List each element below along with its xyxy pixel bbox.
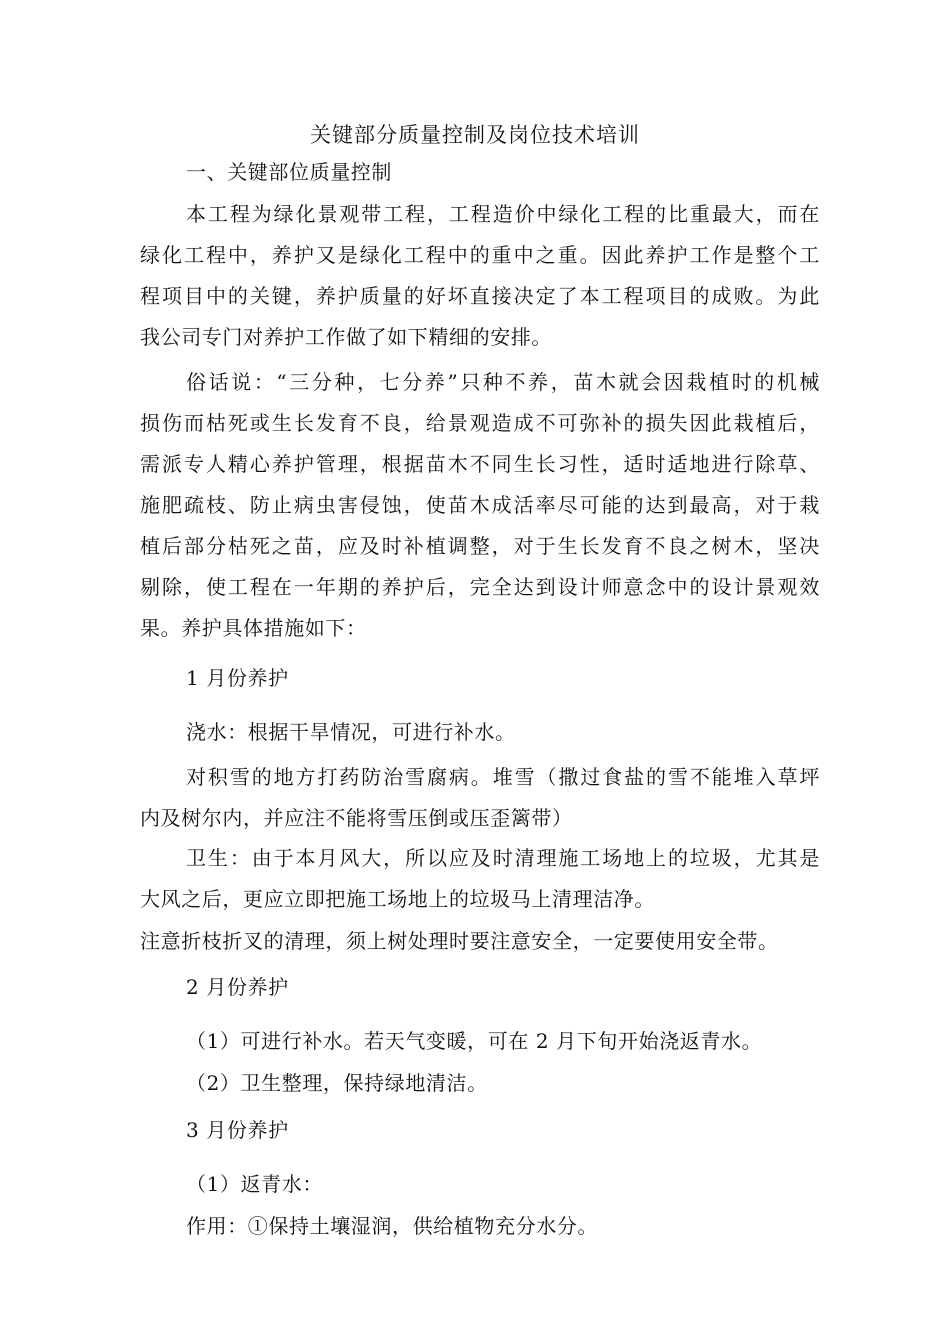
month-heading-mar: 3 月份养护 xyxy=(186,1118,289,1142)
paragraph-line: 需派专人精心养护管理，根据苗木不同生长习性，适时适地进行除草、 xyxy=(140,452,820,476)
paragraph-line: 果。养护具体措施如下： xyxy=(140,616,367,640)
paragraph-line: 内及树尔内，并应注不能将雪压倒或压歪篱带） xyxy=(140,806,573,830)
paragraph-line: 绿化工程中，养护又是绿化工程中的重中之重。因此养护工作是整个工 xyxy=(140,243,820,267)
paragraph-line: 剔除，使工程在一年期的养护后，完全达到设计师意念中的设计景观效 xyxy=(140,575,820,599)
paragraph-line: 大风之后，更应立即把施工场地上的垃圾马上清理洁净。 xyxy=(140,887,655,911)
list-item: （2）卫生整理，保持绿地清洁。 xyxy=(186,1071,488,1095)
month-heading-feb: 2 月份养护 xyxy=(186,975,289,999)
paragraph-line: 俗话说：“三分种，七分养”只种不养，苗木就会因栽植时的机械 xyxy=(186,370,820,394)
paragraph-line: 卫生：由于本月风大，所以应及时清理施工场地上的垃圾，尤其是 xyxy=(186,846,820,870)
paragraph-line: 对积雪的地方打药防治雪腐病。堆雪（撒过食盐的雪不能堆入草坪 xyxy=(186,765,820,789)
list-item: （1）可进行补水。若天气变暖，可在 2 月下旬开始浇返青水。 xyxy=(186,1029,763,1053)
paragraph-line: 程项目中的关键，养护质量的好坏直接决定了本工程项目的成败。为此 xyxy=(140,284,820,308)
paragraph-line: 作用：①保持土壤湿润，供给植物充分水分。 xyxy=(186,1214,598,1238)
section-heading: 一、关键部位质量控制 xyxy=(186,160,392,184)
paragraph-line: 注意折枝折叉的清理，须上树处理时要注意安全，一定要使用安全带。 xyxy=(140,929,779,953)
paragraph-line: 我公司专门对养护工作做了如下精细的安排。 xyxy=(140,325,552,349)
paragraph-line: 植后部分枯死之苗，应及时补植调整，对于生长发育不良之树木，坚决 xyxy=(140,534,820,558)
list-item: （1）返青水： xyxy=(186,1172,323,1196)
paragraph-line: 损伤而枯死或生长发育不良，给景观造成不可弥补的损失因此栽植后， xyxy=(140,411,820,435)
paragraph-line: 浇水：根据干旱情况，可进行补水。 xyxy=(186,720,516,744)
paragraph-line: 施肥疏枝、防止病虫害侵蚀，使苗木成活率尽可能的达到最高，对于栽 xyxy=(140,493,820,517)
month-heading-jan: 1 月份养护 xyxy=(186,666,289,690)
paragraph-line: 本工程为绿化景观带工程，工程造价中绿化工程的比重最大，而在 xyxy=(186,202,820,226)
document-title: 关键部分质量控制及岗位技术培训 xyxy=(310,123,640,147)
